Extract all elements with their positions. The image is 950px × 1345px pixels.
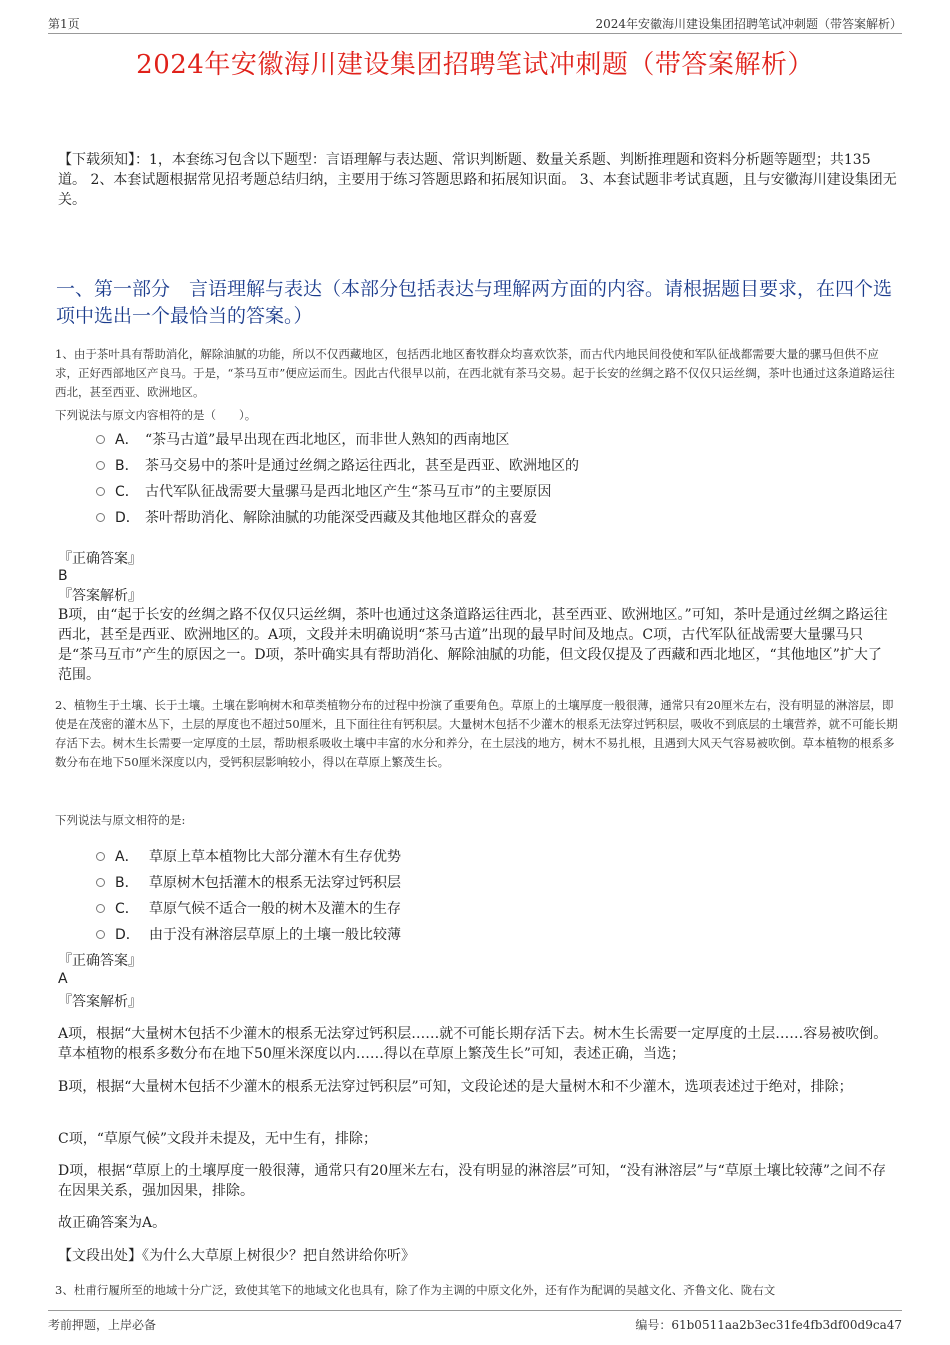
question-1-option-b[interactable]: B． 茶马交易中的茶叶是通过丝绸之路运往西北，甚至是西亚、欧洲地区的 bbox=[96, 452, 890, 478]
question-1-stem: 1、由于茶叶具有帮助消化，解除油腻的功能，所以不仅西藏地区，包括西北地区畜牧群众均喜欢饮茶，而古代内地民间役使和军队征战都需要大量的骡马但供不应求，正好西部地区产良马。于是，“茶马互市”便应运而生。因此古代很早以前，在西北就有茶马交易。起于长安的丝绸之路不仅仅只运丝绸，茶叶也通过这条道路运往西北，甚至西亚、欧洲地区。 bbox=[55, 347, 895, 399]
question-2-prompt: 下列说法与原文相符的是: bbox=[55, 813, 186, 827]
question-2-option-a[interactable]: A． 草原上草本植物比大部分灌木有生存优势 bbox=[96, 843, 890, 869]
question-2-analysis-b: B项，根据“大量树木包括不少灌木的根系无法穿过钙积层”可知，文段论述的是大量树木和不少灌木，选项表述过于绝对，排除； bbox=[58, 1079, 853, 1095]
footer-slogan: 考前押题，上岸必备 bbox=[48, 1318, 157, 1332]
question-2-source: 【文段出处】《为什么大草原上树很少？把自然讲给你听》 bbox=[58, 1248, 415, 1264]
radio-icon[interactable] bbox=[96, 904, 105, 913]
page-footer bbox=[48, 1310, 902, 1332]
question-2-conclusion: 故正确答案为A。 bbox=[58, 1215, 167, 1231]
page-title: 2024年安徽海川建设集团招聘笔试冲刺题（带答案解析） bbox=[136, 50, 814, 80]
question-1-option-a[interactable]: A． “茶马古道”最早出现在西北地区，而非世人熟知的西南地区 bbox=[96, 426, 890, 452]
question-3-stem: 3、杜甫行履所至的地域十分广泛，致使其笔下的地域文化也具有，除了作为主调的中原文化外，还有作为配调的吴越文化、齐鲁文化、陇右文 bbox=[55, 1283, 776, 1297]
question-1-option-c[interactable]: C． 古代军队征战需要大量骡马是西北地区产生“茶马互市”的主要原因 bbox=[96, 478, 890, 504]
radio-icon[interactable] bbox=[96, 435, 105, 444]
radio-icon[interactable] bbox=[96, 852, 105, 861]
header-doc-title: 2024年安徽海川建设集团招聘笔试冲刺题（带答案解析） bbox=[595, 17, 902, 31]
question-2-stem: 2、植物生于土壤、长于土壤。土壤在影响树木和草类植物分布的过程中扮演了重要角色。草原上的土壤厚度一般很薄，通常只有20厘米左右，没有明显的淋溶层，即使是在茂密的灌木丛下，土层的厚度也不超过50厘米，且下面往往有钙积层。大量树木包括不少灌木的根系无法穿过钙积层，吸收不到底层的土壤营养，就不可能长期存活下去。树木生长需要一定厚度的土层，帮助根系吸收土壤中丰富的水分和养分，在土层浅的地方，树木不易扎根，且遇到大风天气容易被吹倒。草本植物的根系多数分布在地下50厘米深度以内，受钙积层影响较小，得以在草原上繁茂生长。 bbox=[55, 698, 898, 769]
question-1-answer: B bbox=[58, 568, 68, 584]
question-2-analysis-c: C项，“草原气候”文段并未提及，无中生有，排除； bbox=[58, 1131, 378, 1147]
question-2-answer: A bbox=[58, 971, 68, 987]
question-2-option-b[interactable]: B． 草原树木包括灌木的根系无法穿过钙积层 bbox=[96, 869, 890, 895]
question-1-option-d[interactable]: D． 茶叶帮助消化、解除油腻的功能深受西藏及其他地区群众的喜爱 bbox=[96, 504, 890, 530]
section-heading: 一、第一部分 言语理解与表达（本部分包括表达与理解两方面的内容。请根据题目要求，在四个选项中选出一个最恰当的答案。） bbox=[56, 278, 893, 327]
radio-icon[interactable] bbox=[96, 461, 105, 470]
radio-icon[interactable] bbox=[96, 487, 105, 496]
download-notice: 【下载须知】：1，本套练习包含以下题型：言语理解与表达题、常识判断题、数量关系题、判断推理题和资料分析题等题型；共135道。 2、本套试题根据常见招考题总结归纳，主要用于练习答题思路和拓展知识面。 3、本套试题非考试真题，且与安徽海川建设集团无关。 bbox=[58, 152, 897, 208]
page-number: 第1页 bbox=[48, 17, 80, 31]
question-2-option-c[interactable]: C． 草原气候不适合一般的树木及灌木的生存 bbox=[96, 895, 890, 921]
question-2-analysis-a: A项，根据“大量树木包括不少灌木的根系无法穿过钙积层……就不可能长期存活下去。树木生长需要一定厚度的土层……容易被吹倒。草本植物的根系多数分布在地下50厘米深度以内……得以在草原上繁茂生长”可知，表述正确，当选； bbox=[58, 1026, 888, 1062]
page-header bbox=[48, 12, 902, 34]
question-1-analysis: B项，由“起于长安的丝绸之路不仅仅只运丝绸，茶叶也通过这条道路运往西北，甚至西亚、欧洲地区。”可知，茶叶是通过丝绸之路运往西北，甚至是西亚、欧洲地区的。A项，文段并未明确说明“茶马古道”出现的最早时间及地点。C项，古代军队征战需要大量骡马只是“茶马互市”产生的原因之一。D项，茶叶确实具有帮助消化、解除油腻的功能，但文段仅提及了西藏和西北地区，“其他地区”扩大了范围。 bbox=[58, 607, 888, 683]
radio-icon[interactable] bbox=[96, 513, 105, 522]
question-2-option-d[interactable]: D． 由于没有淋溶层草原上的土壤一般比较薄 bbox=[96, 921, 890, 947]
footer-code: 编号：61b0511aa2b3ec31fe4fb3df00d9ca47 bbox=[635, 1318, 902, 1332]
question-2-analysis-d: D项，根据“草原上的土壤厚度一般很薄，通常只有20厘米左右，没有明显的淋溶层”可知，“没有淋溶层”与“草原土壤比较薄”之间不存在因果关系，强加因果，排除。 bbox=[58, 1163, 886, 1199]
question-1-options bbox=[96, 426, 890, 530]
radio-icon[interactable] bbox=[96, 878, 105, 887]
question-1-prompt: 下列说法与原文内容相符的是（ ）。 bbox=[55, 408, 257, 422]
question-2-answer-label: 『正确答案』 bbox=[58, 953, 142, 969]
question-1-answer-label: 『正确答案』 bbox=[58, 551, 142, 567]
question-2-analysis-label: 『答案解析』 bbox=[58, 994, 142, 1010]
radio-icon[interactable] bbox=[96, 930, 105, 939]
question-1-analysis-label: 『答案解析』 bbox=[58, 588, 142, 604]
question-2-options bbox=[96, 843, 890, 947]
